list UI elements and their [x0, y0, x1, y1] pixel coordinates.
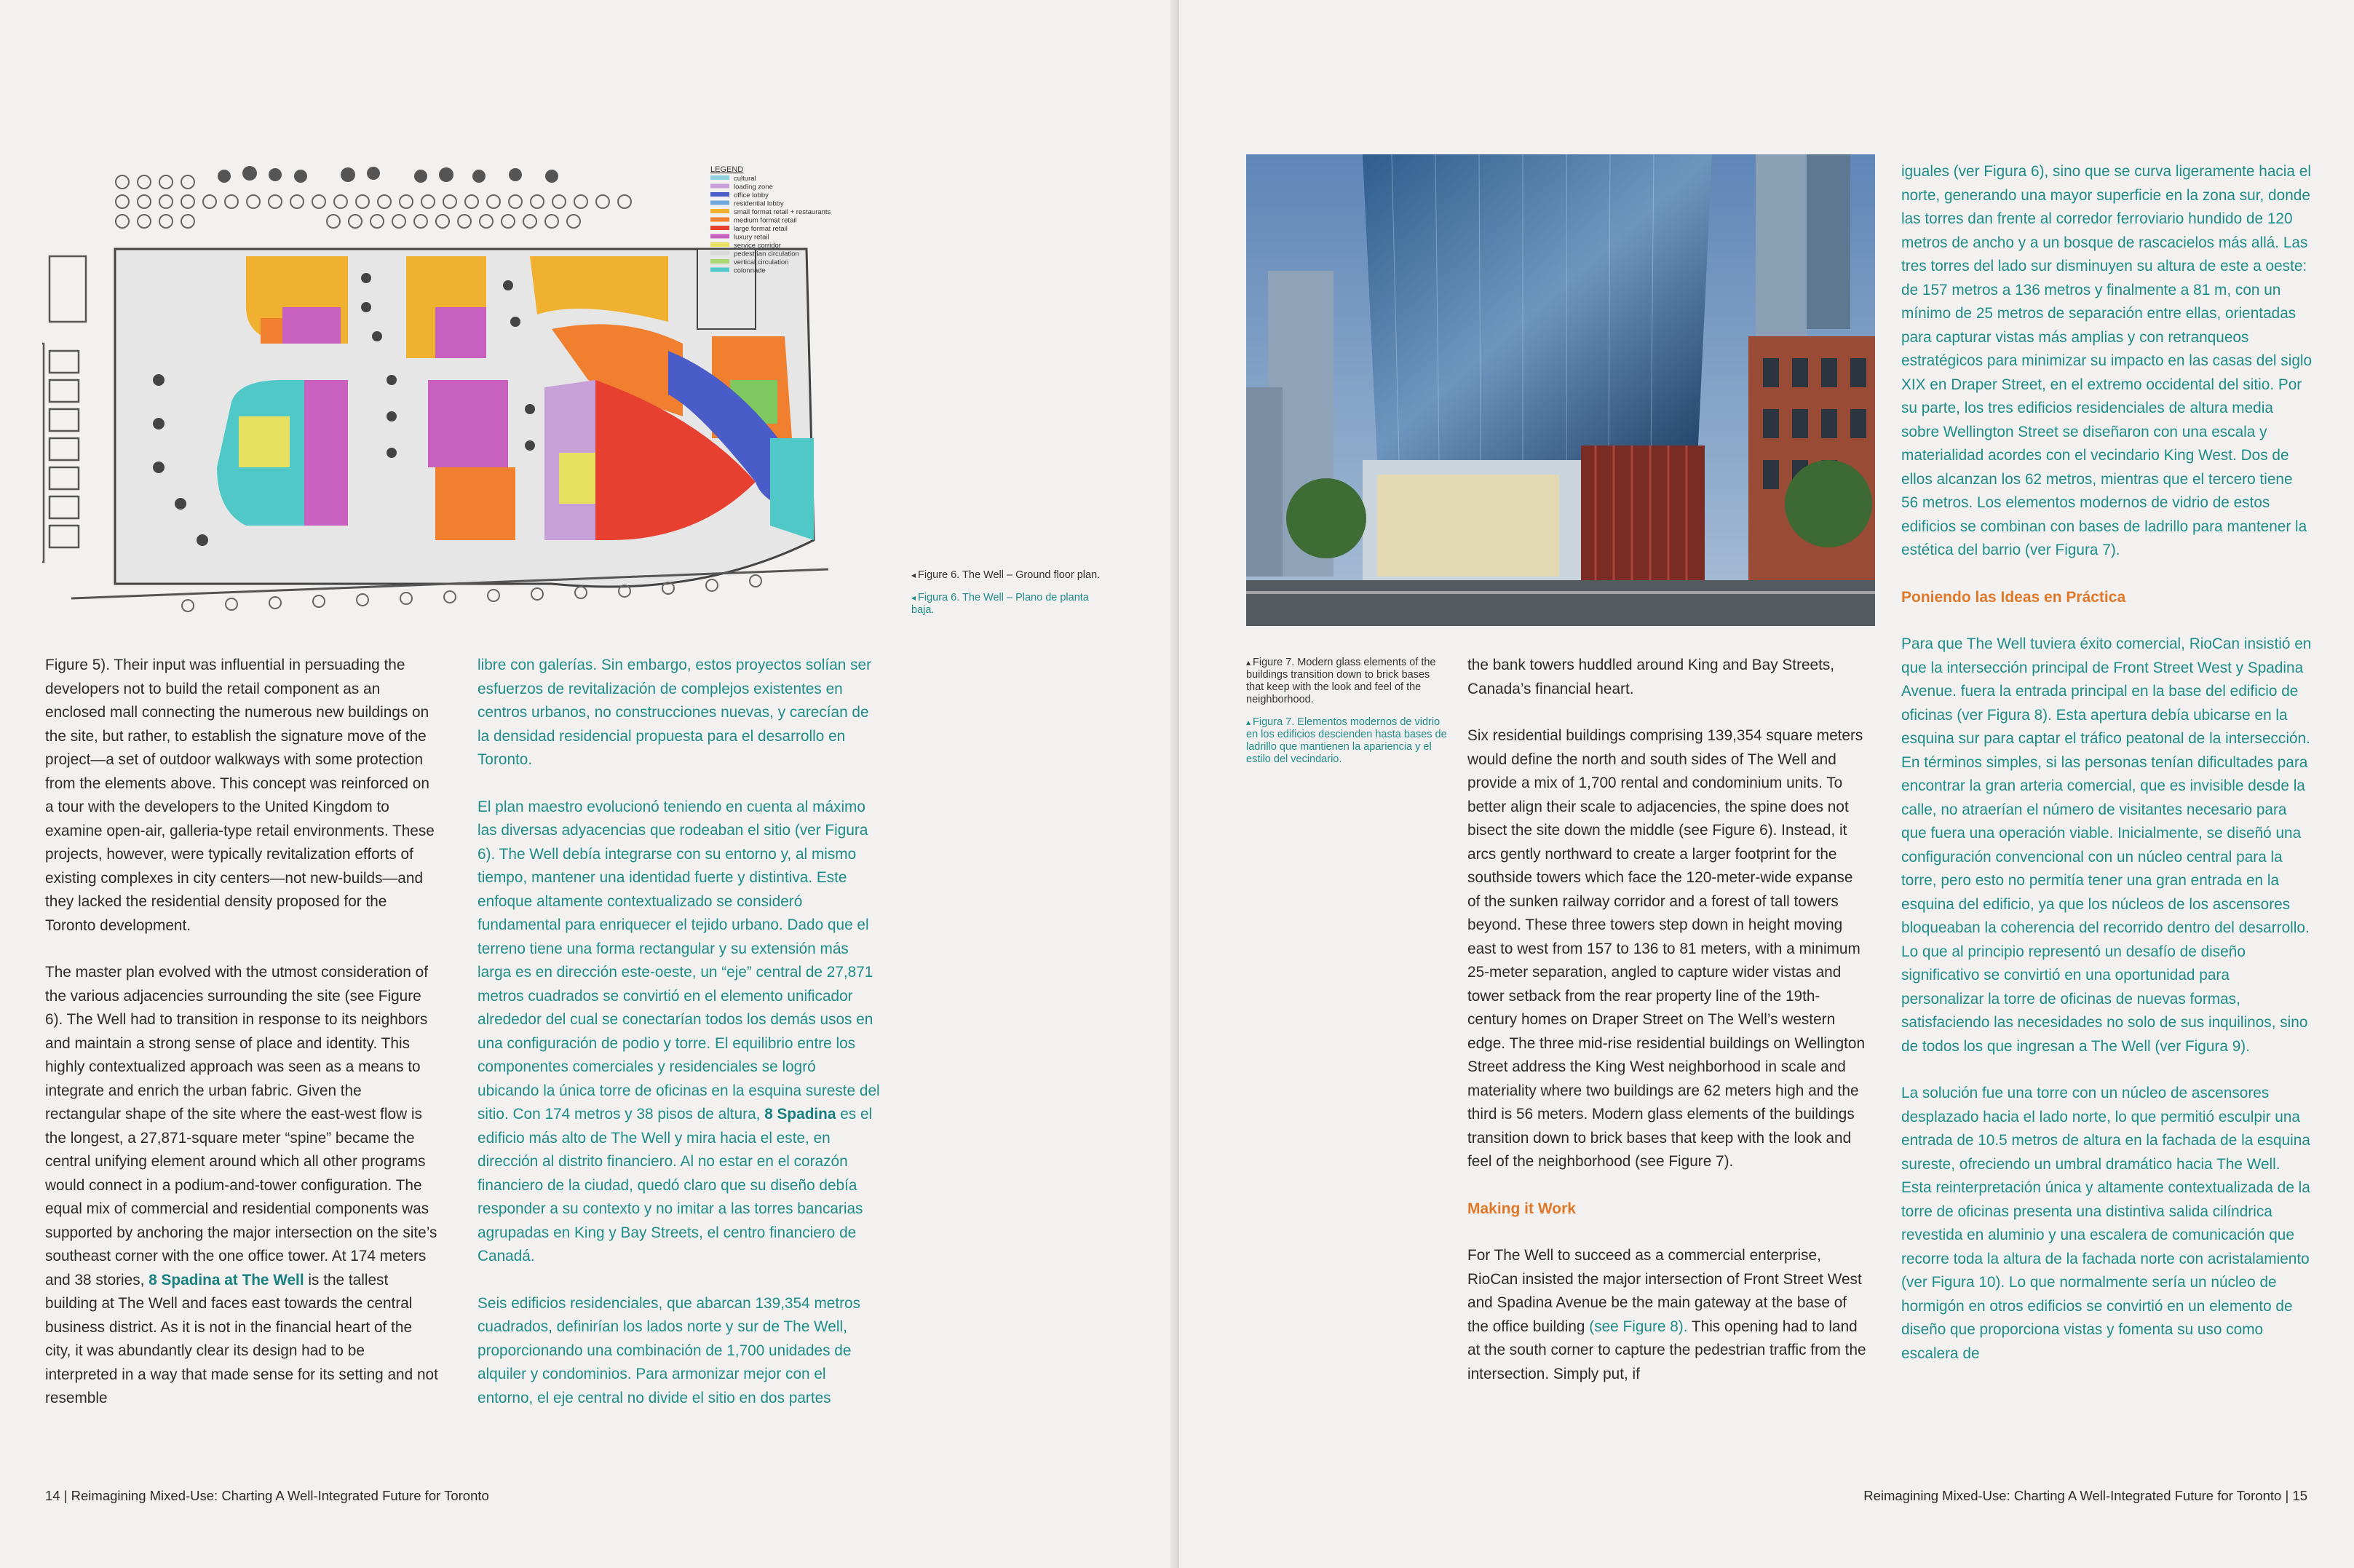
left-spanish-column	[477, 654, 881, 1433]
legend-label: office lobby	[734, 191, 769, 199]
right-spanish-column	[1901, 160, 2313, 1389]
paragraph: Figure 5). Their input was influential in persuading the developers not to build the retail component as an enclosed mall connecting the numerous new buildings on the site, but rather, to establish the signature move of the project—a set of outdoor walkways with some protection from the elements above. This concept was reinforced on a tour with the developers to the United Kingdom to examine open-air, galleria-type retail environments. These projects, however, were typically revitalization efforts of existing complexes in city centers—not new-builds—and they lacked the residential density proposed for the Toronto development.	[45, 657, 435, 934]
caret-up-icon: ▴	[1246, 657, 1251, 668]
paragraph: iguales (ver Figura 6), sino que se curva ligeramente hacia el norte, generando una mayor superficie en la zona sur, donde las torres dan frente al corredor ferroviario hundido de 120 metros de ancho y a un bosque de rascacielos más allá. Las tres torres del lado sur disminuyen su altura de este a oeste: de 157 metros a 136 metros y finalmente a 81 m, con un mínimo de 25 metros de separación entre ellas, orientadas para capturar vistas más amplias y con retranqueos estratégicos para minimizar su impacto en las casas del siglo XIX en Draper Street, en el extremo occidental del sitio. Por su parte, los tres edificios residenciales de altura media sobre Wellington Street se diseñaron con una escala y materialidad acordes con el vecindario King West. Dos de ellos alcanzan los 62 metros, mientras que el tercero tiene 56 metros. Los elementos modernos de vidrio de estos edificios se combinan con bases de ladrillo para mantener la estética del barrio (ver Figura 7).	[1901, 163, 2313, 558]
heading-poniendo-las-ideas: Poniendo las Ideas en Práctica	[1901, 588, 2126, 606]
figure-6-caption-es: Figura 6. The Well – Plano de planta baja.	[911, 592, 1089, 616]
legend-label: pedestrian circulation	[734, 250, 799, 258]
site-plan-figure	[42, 162, 879, 627]
legend-swatch	[710, 209, 729, 213]
paragraph: Para que The Well tuviera éxito comercial, RioCan insistió en que la intersección principal de Front Street West y Spadina Avenue. fuera la entrada principal en la base del edificio de oficinas (ver Figura 8). Esta apertura debía ubicarse en la esquina sur para captar el tráfico peatonal de la intersección. En términos simples, si las personas tenían dificultades para encontrar la gran arteria comercial, que es invisible desde la calle, no atraerían el número de visitantes necesario para que fuera una operación viable. Inicialmente, se diseñó una configuración convencional con un núcleo central para la torre, pero esto no permitía tener una gran entrada en la esquina del edificio, ya que los núcleos de los ascensores bloqueaban la coherencia del recorrido dentro del desarrollo. Lo que al principio representó un desafío de diseño significativo se convirtió en una oportunidad para personalizar la torre de oficinas de nuevas formas, satisfaciendo las necesidades no solo de sus inquilinos, sino de todos los que ingresan a The Well (ver Figura 9).	[1901, 635, 2312, 1055]
legend-swatch	[710, 175, 729, 180]
legend-label: medium format retail	[734, 216, 797, 225]
legend-title: LEGEND	[710, 165, 744, 174]
paragraph: El plan maestro evolucionó teniendo en cuenta al máximo las diversas adyacencias que rodeaban el sitio (ver Figura 6). The Well debía integrarse con su entorno y, al mismo tiempo, mantener una identidad fuerte y distintiva. Este enfoque altamente contextualizado se consideró fundamental para enriquecer el tejido urbano. Dado que el terreno tiene una forma rectangular y su extensión más larga es en dirección este-oeste, un “eje” central de 27,871 metros cuadrados se convirtió en el elemento unificador alrededor del cual se conectarían todos los demás usos en una configuración de podio y torre. El equilibrio entre los componentes comerciales y residenciales se logró ubicando la única torre de oficinas en la esquina sureste del sitio. Con 174 metros y 38 pisos de altura, 8 Spadina es el edificio más alto de The Well y mira hacia el este, en dirección al distrito financiero. Al no estar en el corazón financiero de la ciudad, quedó claro que su diseño debía responder a su contexto y no imitar a las torres bancarias agrupadas en King y Bay Streets, el centro financiero de Canadá.	[477, 798, 880, 1264]
legend-label: loading zone	[734, 183, 773, 191]
caret-up-icon: ▴	[1246, 717, 1251, 727]
caret-left-icon: ◂	[911, 570, 916, 580]
left-english-column	[45, 654, 438, 1434]
left-footer: 14 | Reimagining Mixed-Use: Charting A Well-Integrated Future for Toronto	[45, 1488, 489, 1503]
legend-swatch	[710, 234, 729, 239]
heading-making-it-work: Making it Work	[1467, 1200, 1576, 1217]
link-8-spadina[interactable]: 8 Spadina at The Well	[148, 1271, 304, 1288]
building-photo	[1246, 154, 1875, 626]
paragraph: Seis edificios residenciales, que abarcan 139,354 metros cuadrados, definirían los lados norte y sur de The Well, proporcionando una combinación de 1,700 unidades de alquiler y condominios. Para armonizar mejor con el entorno, el eje central no divide el sitio en dos partes	[477, 1294, 861, 1406]
legend-label: cultural	[734, 175, 756, 183]
legend-swatch	[710, 226, 729, 230]
legend-label: large format retail	[734, 225, 788, 233]
link-8-spadina-es[interactable]: 8 Spadina	[764, 1106, 836, 1122]
paragraph: For The Well to succeed as a commercial enterprise, RioCan insisted the major intersection of Front Street West and Spadina Avenue be the main gateway at the base of the office building (see Figure 8). This opening had to land at the south corner to capture the pedestrian traffic from the intersection. Simply put, if	[1467, 1247, 1866, 1382]
legend-swatch	[710, 218, 729, 222]
legend-label: luxury retail	[734, 233, 769, 242]
paragraph: libre con galerías. Sin embargo, estos proyectos solían ser esfuerzos de revitalización de complejos existentes en centros urbanos, no construcciones nuevas, y carecían de la densidad residencial propuesta para el desarrollo en Toronto.	[477, 657, 871, 768]
link-see-figure-8[interactable]: (see Figure 8).	[1589, 1318, 1688, 1335]
paragraph: the bank towers huddled around King and Bay Streets, Canada’s financial heart.	[1467, 657, 1835, 697]
legend-swatch	[710, 259, 729, 264]
legend-swatch	[710, 184, 729, 189]
figure-6-caption	[911, 569, 1101, 617]
paragraph: The master plan evolved with the utmost consideration of the various adjacencies surrounding the site (see Figure 6). The Well had to transition in response to its neighbors and maintain a strong sense of place and identity. This highly contextualized approach was seen as a means to integrate and enrich the urban fabric. Given the rectangular shape of the site where the east-west flow is the longest, a 27,871-square meter “spine” became the central unifying element around which all other programs would connect in a podium-and-tower configuration. The equal mix of commercial and residential components was supported by anchoring the major intersection on the site’s southeast corner with the one office tower. At 174 meters and 38 stories, 8 Spadina at The Well is the tallest building at The Well and faces east towards the central business district. As it is not in the financial heart of the city, it was abundantly clear its design had to be interpreted in a way that made sense for its setting and not resemble	[45, 964, 438, 1406]
legend-swatch	[710, 192, 729, 197]
figure-7-caption-en: Figure 7. Modern glass elements of the buildings transition down to brick bases that keep with the look and feel of the neighborhood.	[1246, 657, 1436, 705]
legend-label: colonnade	[734, 266, 766, 275]
figure-7-caption-es: Figura 7. Elementos modernos de vidrio en los edificios descienden hasta bases de ladrillo que mantienen la apariencia y el estilo del vecindario.	[1246, 716, 1447, 765]
legend-label: residential lobby	[734, 199, 784, 208]
right-footer: Reimagining Mixed-Use: Charting A Well-Integrated Future for Toronto | 15	[1863, 1488, 2307, 1503]
legend-label: service corridor	[734, 242, 781, 250]
caret-left-icon: ◂	[911, 593, 916, 603]
legend-label: vertical circulation	[734, 258, 789, 266]
legend-swatch	[710, 242, 729, 247]
right-english-column	[1467, 654, 1868, 1409]
legend-swatch	[710, 251, 729, 256]
legend-label: small format retail + restaurants	[734, 208, 831, 216]
legend-swatch	[710, 268, 729, 272]
legend-swatch	[710, 201, 729, 205]
figure-6-caption-en: Figure 6. The Well – Ground floor plan.	[918, 569, 1101, 581]
figure-7-caption	[1246, 657, 1447, 766]
paragraph: Six residential buildings comprising 139,354 square meters would define the north and south sides of The Well and provide a mix of 1,700 rental and condominium units. To better align their scale to adjacencies, the spine does not bisect the site down the middle (see Figure 6). Instead, it arcs gently northward to create a larger footprint for the southside towers which face the 120-meter-wide expanse of the sunken railway corridor and a forest of tall towers beyond. These three towers step down in height moving east to west from 157 to 136 to 81 meters, with a minimum 25-meter separation, angled to capture wider vistas and tower setback from the rear property line of the 19th-century homes on Draper Street on The Well’s western edge. The three mid-rise residential buildings on Wellington Street address the King West neighborhood in scale and materiality where two buildings are 62 meters high and the third is 56 meters. Modern glass elements of the buildings transition down to brick bases that keep with the look and feel of the neighborhood (see Figure 7).	[1467, 727, 1866, 1170]
left-page	[0, 0, 1175, 1568]
paragraph: La solución fue una torre con un núcleo de ascensores desplazado hacia el lado norte, lo que permitió esculpir una entrada de 10.5 metros de altura en la fachada de la esquina sureste, ofreciendo un umbral dramático hacia The Well. Esta reinterpretación única y altamente contextualizada de la torre de oficinas presenta una distintiva salida cilíndrica revestida en aluminio y una escalera de comunicación que recorre toda la altura de la fachada norte con acristalamiento (ver Figura 10). Lo que normalmente sería un núcleo de hormigón en otros edificios se convirtió en un elemento de diseño que proporciona vistas y fomenta su uso como escalera de	[1901, 1085, 2310, 1362]
